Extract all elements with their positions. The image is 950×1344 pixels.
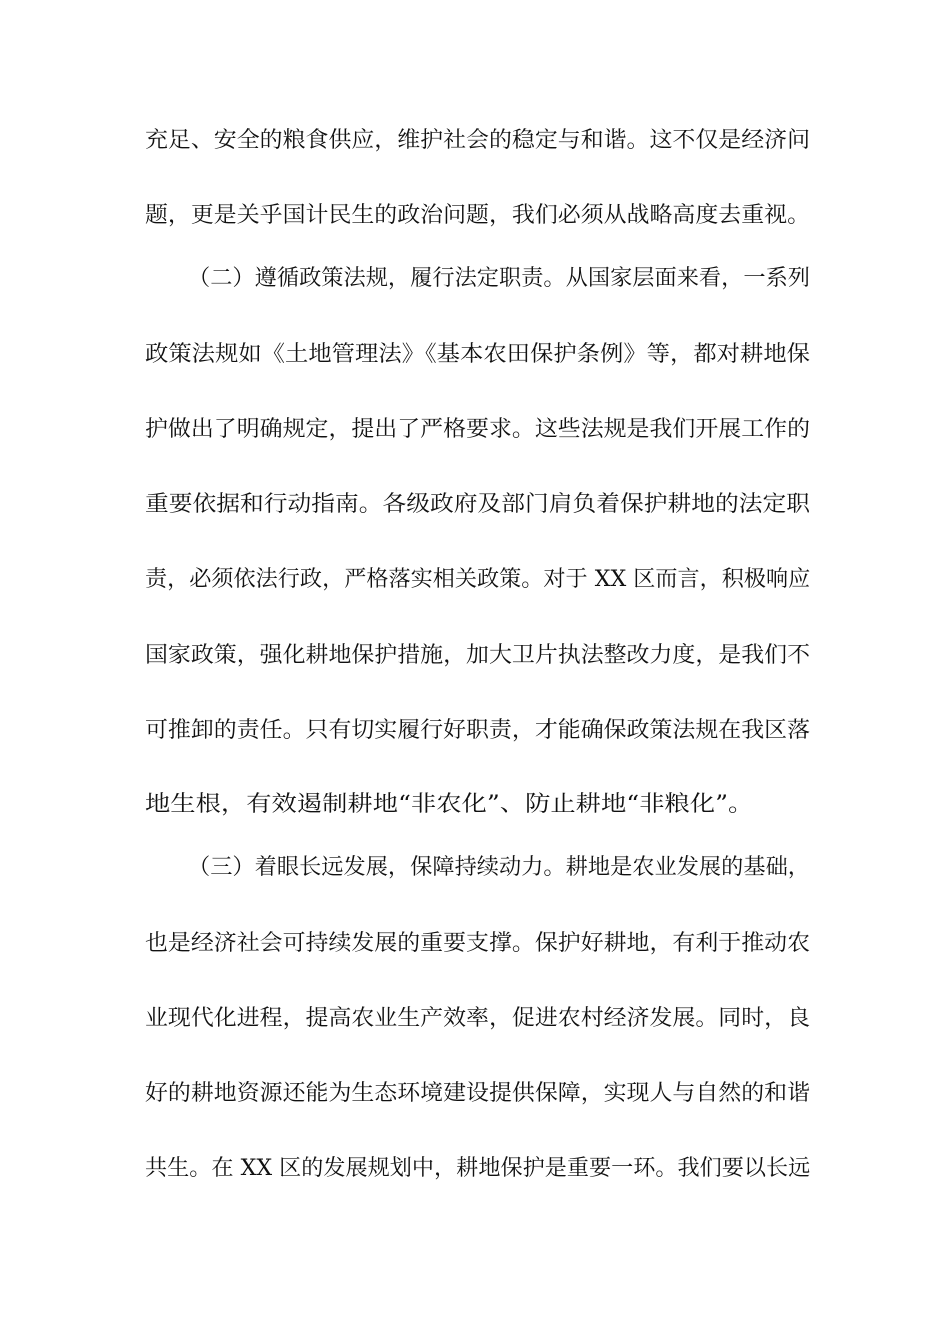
- section-heading-line: [188, 259, 810, 299]
- text-line: [145, 999, 810, 1039]
- text-line: [145, 485, 810, 525]
- text-line: [145, 196, 810, 236]
- line-text: 政策法规如《土地管理法》《基本农田保护条例》等，都对耕地保: [145, 342, 811, 367]
- line-text: 业现代化进程，提高农业生产效率，促进农村经济发展。同时，良: [145, 1006, 811, 1031]
- line-text: 也是经济社会可持续发展的重要支撑。保护好耕地，有利于推动农: [145, 931, 811, 956]
- text-line: [145, 121, 810, 161]
- line-text: 国家政策，强化耕地保护措施，加大卫片执法整改力度，是我们不: [145, 643, 811, 668]
- text-line: [145, 1149, 810, 1189]
- text-line: [145, 711, 810, 751]
- text-line: [145, 636, 810, 676]
- line-text: 责，必须依法行政，严格落实相关政策。对于 XX 区而言，积极响应: [145, 567, 811, 592]
- text-line: [145, 924, 810, 964]
- section-heading-line: [188, 848, 810, 888]
- line-text: 可推卸的责任。只有切实履行好职责，才能确保政策法规在我区落: [145, 718, 811, 743]
- text-line: [145, 335, 810, 375]
- line-text: （三）着眼长远发展，保障持续动力。耕地是农业发展的基础，: [188, 855, 811, 880]
- text-line: [145, 785, 810, 825]
- line-text: 重要依据和行动指南。各级政府及部门肩负着保护耕地的法定职: [145, 492, 811, 517]
- line-text: （二）遵循政策法规，履行法定职责。从国家层面来看，一系列: [188, 266, 811, 291]
- line-text: 护做出了明确规定，提出了严格要求。这些法规是我们开展工作的: [145, 417, 811, 442]
- text-line: [145, 1074, 810, 1114]
- line-text: 题，更是关乎国计民生的政治问题，我们必须从战略高度去重视。: [145, 203, 811, 228]
- text-line: [145, 410, 810, 450]
- line-text: 充足、安全的粮食供应，维护社会的稳定与和谐。这不仅是经济问: [145, 128, 811, 153]
- line-text: 共生。在 XX 区的发展规划中，耕地保护是重要一环。我们要以长远: [145, 1156, 811, 1181]
- text-line: [145, 560, 810, 600]
- line-text: 地生根，有效遏制耕地“非农化”、防止耕地“非粮化”。: [145, 792, 754, 817]
- line-text: 好的耕地资源还能为生态环境建设提供保障，实现人与自然的和谐: [145, 1081, 811, 1106]
